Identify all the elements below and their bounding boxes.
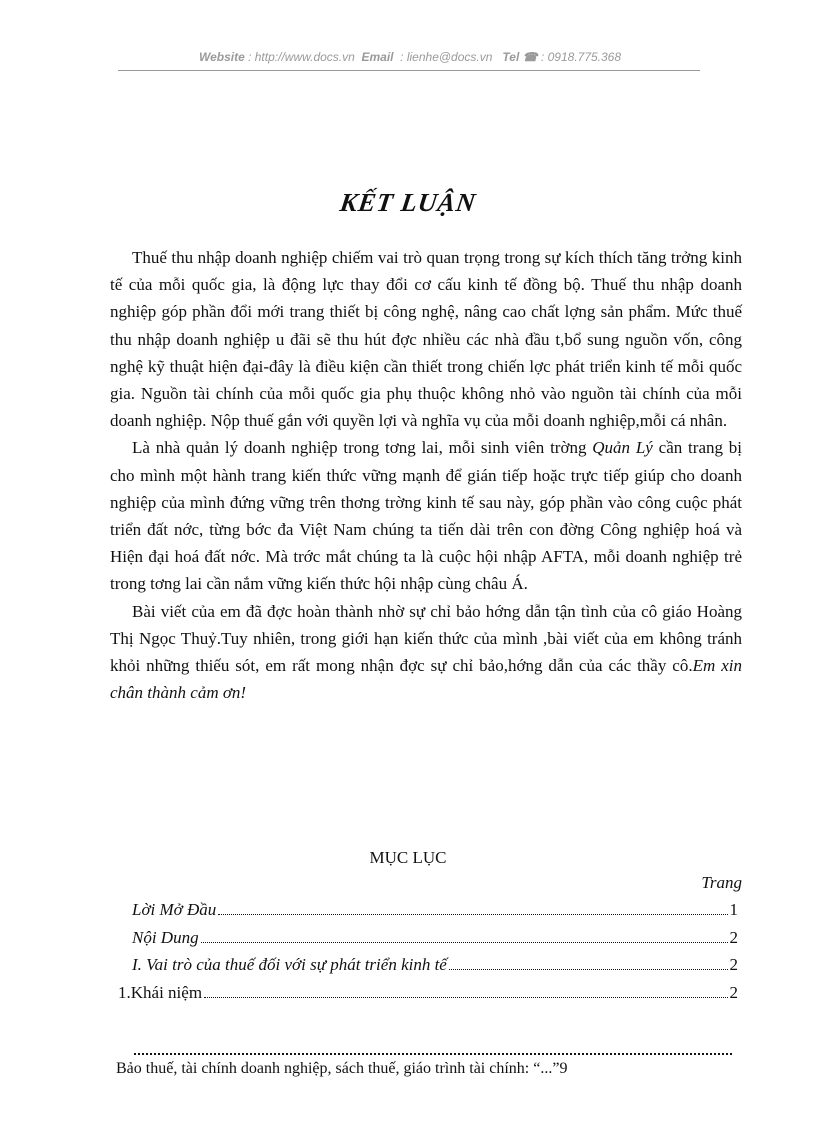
footnote-divider bbox=[134, 1053, 732, 1055]
toc-title: MỤC LỤC bbox=[369, 848, 447, 867]
toc-entry-page: 1 bbox=[729, 900, 738, 919]
thanks-note: Em xin chân thành cảm ơn! bbox=[110, 656, 742, 703]
toc-entry-page: 2 bbox=[729, 928, 738, 947]
toc-entry-label: Nội Dung bbox=[132, 928, 199, 947]
paragraph-2 bbox=[110, 434, 742, 597]
toc-entry-page: 2 bbox=[729, 955, 738, 974]
tel-number: : 0918.775.368 bbox=[540, 50, 622, 64]
toc-leader-dots bbox=[449, 968, 728, 970]
website-label: Website bbox=[198, 50, 245, 64]
paragraph-2-end: cần trang bị cho mình một hành trang kiến thức vững mạnh để gián tiếp hoặc trực tiếp giúp cho doanh nghiệp của mình đứng vững trên thơng trờng kinh tế sau này, góp phần vào công cuộc phát triển đất nớc, từng bớc đa Việt Nam chúng ta tiến dài trên con đờng Công nghiệp hoá và Hiện đại hoá đất nớc. Mà trớc mắt chúng ta là cuộc hội nhập AFTA, mỗi doanh nghiệp trẻ trong tơng lai cần nắm vững kiến thức hội nhập cùng châu Á. bbox=[110, 438, 743, 594]
conclusion-body bbox=[110, 244, 742, 706]
tel-label: Tel ☎ bbox=[502, 50, 538, 64]
paragraph-3 bbox=[110, 598, 742, 707]
footnote: Bảo thuế, tài chính doanh nghiệp, sách thuế, giáo trình tài chính: “...”9 bbox=[116, 1060, 568, 1077]
toc-entry-label: Lời Mở Đầu bbox=[132, 900, 217, 919]
toc-entry[interactable] bbox=[132, 955, 738, 975]
page-header bbox=[120, 50, 700, 64]
paragraph-3-start: Bài viết của em đã đợc hoàn thành nhờ sự chỉ bảo hớng dẫn tận tình của cô giáo Hoàng Thị Ngọc Thuỷ.Tuy nhiên, trong giới hạn kiến thức của mình ,bài viết của em không tránh khỏi những thiếu sót, em rất mong nhận đợc sự chỉ bảo,hớng dẫn của các thầy cô. bbox=[110, 601, 742, 676]
email-address[interactable]: : lienhe@docs.vn bbox=[400, 50, 493, 64]
toc-entry[interactable] bbox=[118, 983, 738, 1003]
toc-leader-dots bbox=[218, 913, 727, 915]
toc-leader-dots bbox=[201, 941, 728, 943]
toc-leader-dots bbox=[204, 996, 727, 998]
toc-entry-label: I. Vai trò của thuế đối với sự phát triển kinh tế bbox=[132, 955, 447, 974]
page-title: KẾT LUẬN bbox=[338, 188, 479, 217]
toc-page-column-label: Trang bbox=[701, 873, 742, 892]
email-label: Email bbox=[361, 50, 394, 64]
header-divider bbox=[118, 70, 700, 71]
toc-entry[interactable] bbox=[132, 900, 738, 920]
toc-entry-page: 2 bbox=[729, 983, 738, 1002]
paragraph-2-start: Là nhà quản lý doanh nghiệp trong tơng lai, mỗi sinh viên trờng bbox=[132, 438, 593, 458]
paragraph-1: Thuế thu nhập doanh nghiệp chiếm vai trò quan trọng trong sự kích thích tăng trởng kinh tế của mỗi quốc gia, là động lực thay đổi cơ cấu kinh tế đồng bộ. Thuế thu nhập doanh nghiệp góp phần đổi mới trang thiết bị công nghệ, nâng cao chất lợng sản phẩm. Mức thuế thu nhập doanh nghiệp u đãi sẽ thu hút đợc nhiều các nhà đầu t,bổ sung nguồn vốn, công nghệ kỹ thuật hiện đại-đây là điều kiện cần thiết trong chiến lợc phát triển kinh tế mỗi quốc gia. Nguồn tài chính của mỗi quốc gia phụ thuộc không nhỏ vào nguồn tài chính của mỗi doanh nghiệp. Nộp thuế gắn với quyền lợi và nghĩa vụ của mỗi doanh nghiệp,mỗi cá nhân. bbox=[110, 248, 742, 431]
school-name: Quản Lý bbox=[592, 438, 653, 458]
toc-entry-label: 1.Khái niệm bbox=[118, 983, 203, 1002]
toc-entry[interactable] bbox=[132, 928, 738, 948]
website-url[interactable]: : http://www.docs.vn bbox=[248, 50, 355, 64]
